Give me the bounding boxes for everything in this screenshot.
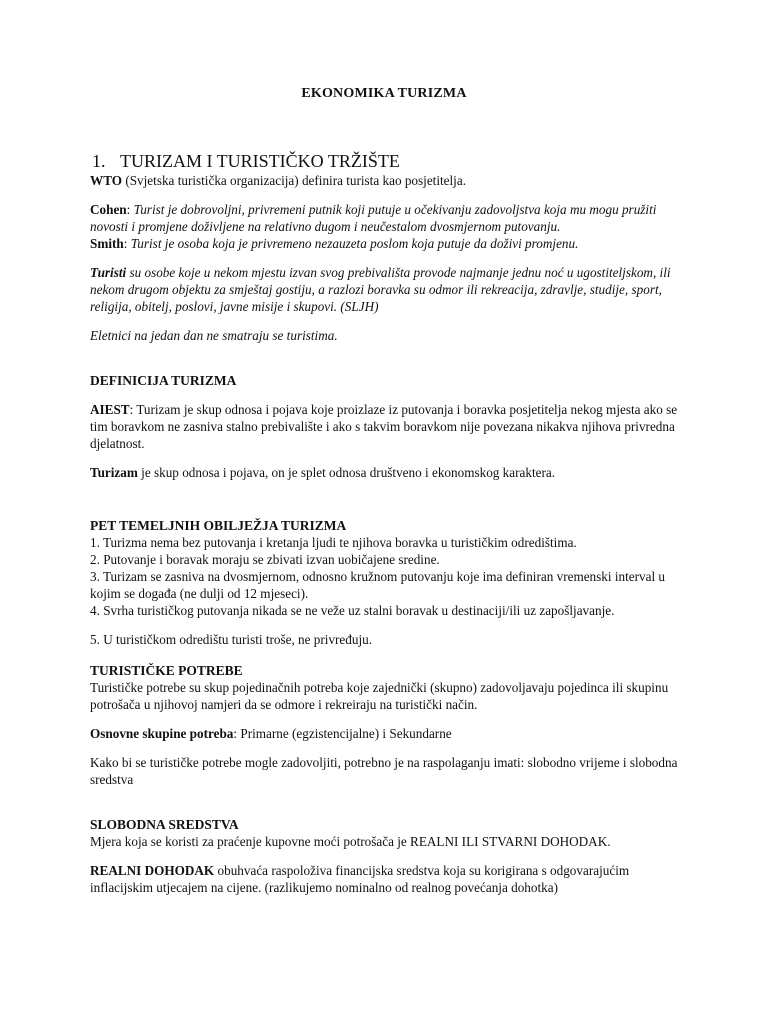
wto-text: (Svjetska turistička organizacija) definira turista kao posjetitelja. bbox=[122, 173, 466, 188]
wto-paragraph bbox=[90, 172, 690, 189]
turizam-paragraph bbox=[90, 464, 690, 481]
cohen-text: Turist je dobrovoljni, privremeni putnik koji putuje u očekivanju zadovoljstva koja mu mogu pružiti novosti i promjene doživljene na relativno dugom i neučestalom dvosmjernom putovanju. bbox=[90, 202, 657, 234]
turisti-paragraph bbox=[90, 264, 690, 315]
osnovne-text: : Primarne (egzistencijalne) i Sekundarne bbox=[233, 726, 452, 741]
potrebe-heading: TURISTIČKE POTREBE bbox=[90, 663, 243, 678]
pet-item-2: 2. Putovanje i boravak moraju se zbivati izvan uobičajene sredine. bbox=[90, 552, 440, 567]
smith-text: Turist je osoba koja je privremeno nezauzeta poslom koja putuje da doživi promjenu. bbox=[130, 236, 579, 251]
document-body bbox=[90, 150, 690, 896]
turizam-label: Turizam bbox=[90, 465, 138, 480]
cohen-label: Cohen bbox=[90, 202, 127, 217]
turisti-label: Turisti bbox=[90, 265, 127, 280]
pet-item-1: 1. Turizma nema bez putovanja i kretanja ljudi te njihova boravka u turističkim odredištima. bbox=[90, 535, 577, 550]
realni-label: REALNI DOHODAK bbox=[90, 863, 215, 878]
pet-obiljezja-heading: PET TEMELJNIH OBILJEŽJA TURIZMA bbox=[90, 518, 347, 533]
turizam-text: je skup odnosa i pojava, on je splet odnosa društveno i ekonomskog karaktera. bbox=[137, 465, 556, 480]
cohen-colon: : bbox=[126, 202, 134, 217]
pet-item-3: 3. Turizam se zasniva na dvosmjernom, odnosno kružnom putovanju koje ima definiran vremenski interval u kojim se događa (ne dulji od 12 mjeseci). bbox=[90, 569, 666, 601]
smith-label: Smith bbox=[90, 236, 124, 251]
osnovne-paragraph bbox=[90, 725, 690, 742]
wto-label: WTO bbox=[90, 173, 123, 188]
section-number: 1. bbox=[92, 151, 106, 171]
aiest-label: AIEST bbox=[90, 402, 130, 417]
smith-paragraph bbox=[90, 235, 690, 252]
potrebe-paragraph: Turističke potrebe su skup pojedinačnih potreba koje zajednički (skupno) zadovoljavaju pojedinca ili skupinu potrošača u njihovoj namjeri da se odmore i rekreiraju na turistički način. bbox=[90, 680, 669, 712]
slobodna-paragraph: Mjera koja se koristi za praćenje kupovne moći potrošača je REALNI ILI STVARNI DOHODAK. bbox=[90, 834, 611, 849]
slobodna-heading: SLOBODNA SREDSTVA bbox=[90, 817, 239, 832]
pet-item-4: 4. Svrha turističkog putovanja nikada se ne veže uz stalni boravak u destinaciji/ili uz zapošljavanje. bbox=[90, 603, 615, 618]
pet-item-5: 5. U turističkom odredištu turisti troše, ne privređuju. bbox=[90, 632, 373, 647]
realni-paragraph bbox=[90, 862, 690, 896]
cohen-paragraph bbox=[90, 201, 690, 235]
smith-colon: : bbox=[123, 236, 131, 251]
realni-text: obuhvaća raspoloživa financijska sredstva koja su korigirana s odgovarajućim inflacijskim utjecajem na cijene. (razlikujemo nominalno od realnog povećanja dohotka) bbox=[90, 863, 630, 895]
eletnici-paragraph: Eletnici na jedan dan ne smatraju se turistima. bbox=[90, 328, 338, 343]
kako-paragraph: Kako bi se turističke potrebe mogle zadovoljiti, potrebno je na raspolaganju imati: slobodno vrijeme i slobodna sredstva bbox=[90, 755, 678, 787]
aiest-text: : Turizam je skup odnosa i pojava koje proizlaze iz putovanja i boravka posjetitelja nekog mjesta ako se tim boravkom ne zasniva stalno prebivalište i ako s takvim boravkom nije povezana nikakva njihova privredna djelatnost. bbox=[90, 402, 678, 451]
section-heading-1 bbox=[90, 150, 690, 172]
definicija-heading: DEFINICIJA TURIZMA bbox=[90, 373, 237, 388]
section-title: TURIZAM I TURISTIČKO TRŽIŠTE bbox=[120, 151, 400, 171]
aiest-paragraph bbox=[90, 401, 690, 452]
document-title: EKONOMIKA TURIZMA bbox=[301, 86, 467, 101]
turisti-text: su osobe koje u nekom mjestu izvan svog prebivališta provode najmanje jednu noć u ugostiteljskom, ili nekom drugom objektu za smještaj gostiju, a razlozi boravka su odmor ili rekreacija, zdravlje, studije, sport, religija, obitelj, poslovi, javne misije i skupovi. (SLJH) bbox=[90, 265, 671, 314]
osnovne-label: Osnovne skupine potreba bbox=[90, 726, 234, 741]
